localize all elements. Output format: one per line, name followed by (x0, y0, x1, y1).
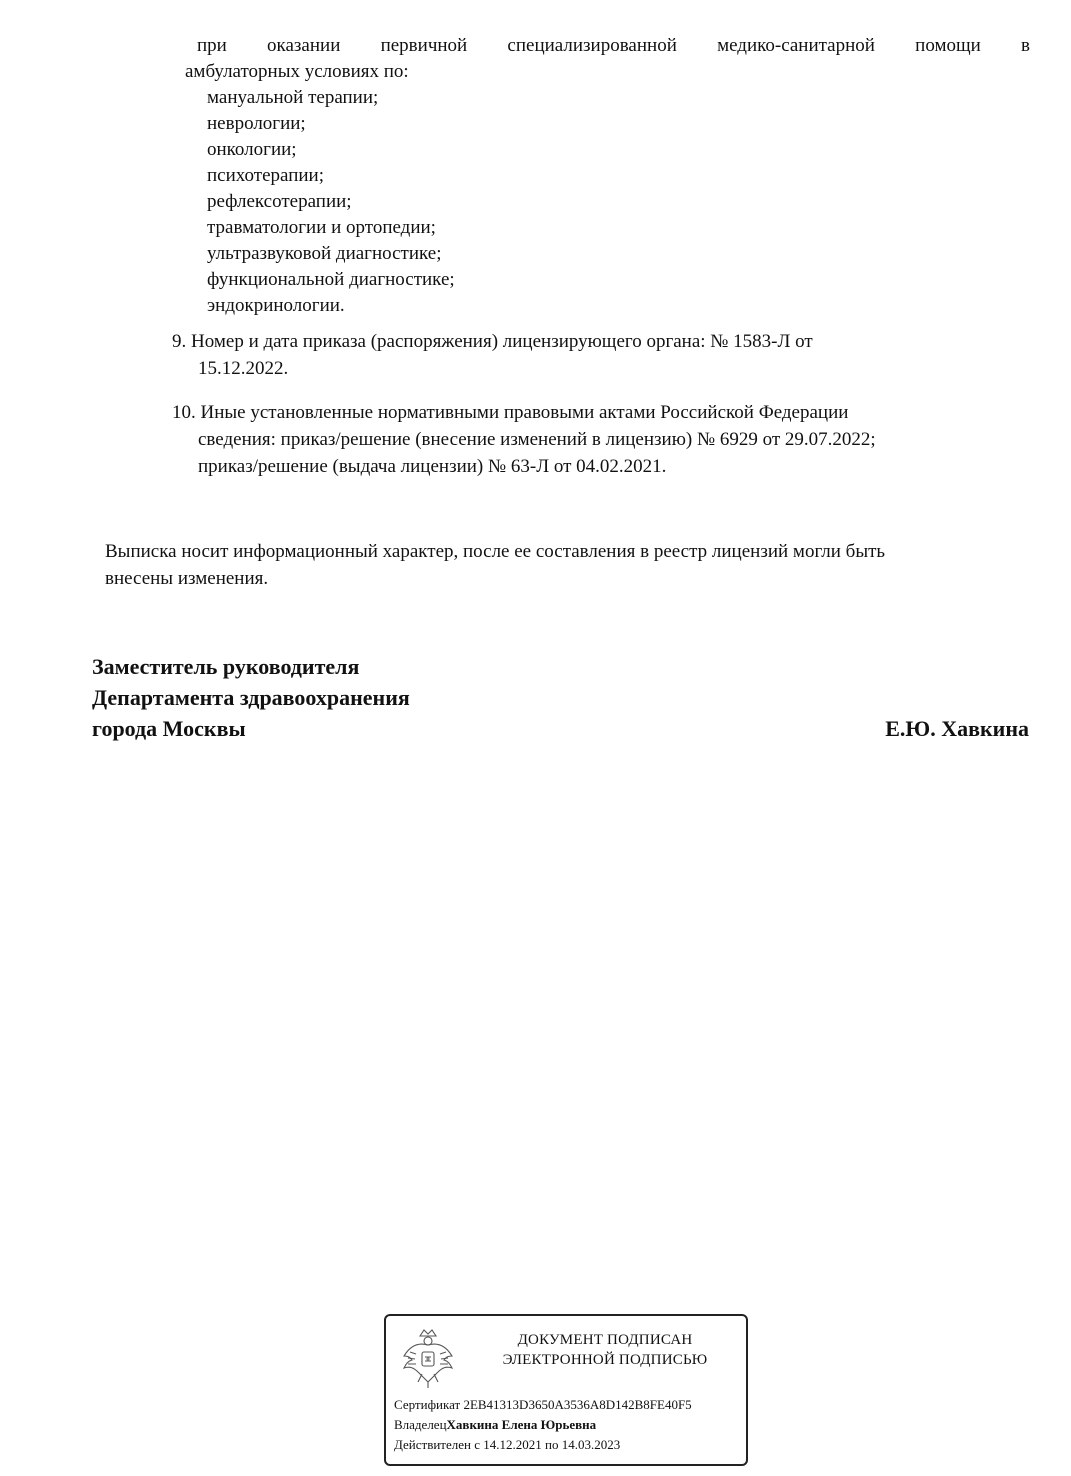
intro-word: помощи (915, 35, 981, 56)
signatory-title-1: Заместитель руководителя (92, 654, 360, 679)
owner-label: Владелец (394, 1417, 447, 1432)
list-item: ультразвуковой диагностике; (207, 243, 442, 264)
intro-word: в (1021, 35, 1030, 56)
stamp-certificate (394, 1396, 692, 1414)
stamp-header (470, 1330, 740, 1370)
signatory-title-2: Департамента здравоохранения (92, 685, 410, 710)
stamp-header-line-2: ЭЛЕКТРОННОЙ ПОДПИСЬЮ (502, 1352, 708, 1368)
electronic-signature-stamp (384, 1314, 748, 1466)
list-item: рефлексотерапии; (207, 191, 352, 212)
notice-line-1: Выписка носит информационный характер, после ее составления в реестр лицензий могли быть (105, 541, 886, 562)
list-item: травматологии и ортопедии; (207, 217, 436, 238)
owner-name: Хавкина Елена Юрьевна (446, 1417, 597, 1432)
stamp-validity: Действителен с 14.12.2021 по 14.03.2023 (394, 1437, 621, 1452)
item-9-line-1: 9. Номер и дата приказа (распоряжения) лицензирующего органа: № 1583-Л от (172, 331, 813, 352)
intro-word: при (197, 35, 227, 56)
stamp-owner (394, 1416, 596, 1434)
intro-word: оказании (267, 35, 341, 56)
intro-word: первичной (380, 35, 468, 56)
certificate-number: 2EB41313D3650A3536A8D142B8FE40F5 (463, 1397, 692, 1412)
intro-word: медико-санитарной (717, 35, 875, 56)
list-item: эндокринологии. (207, 295, 345, 316)
signatory-title-3: города Москвы (92, 716, 246, 741)
item-10-line-2: сведения: приказ/решение (внесение изменений в лицензию) № 6929 от 29.07.2022; (198, 429, 876, 450)
signatory-name: Е.Ю. Хавкина (885, 716, 1029, 741)
intro-line-1 (197, 33, 1030, 59)
specialties-list (207, 85, 455, 319)
item-10-line-1: 10. Иные установленные нормативными правовыми актами Российской Федерации (172, 402, 849, 423)
list-item: психотерапии; (207, 165, 324, 186)
certificate-label: Сертификат (394, 1397, 461, 1412)
list-item: неврологии; (207, 113, 306, 134)
intro-word: специализированной (507, 35, 677, 56)
list-item: функциональной диагностике; (207, 269, 455, 290)
list-item: мануальной терапии; (207, 87, 379, 108)
stamp-header-line-1: ДОКУМЕНТ ПОДПИСАН (517, 1332, 693, 1348)
list-item: онкологии; (207, 139, 297, 160)
russian-coat-of-arms-emblem-icon (396, 1326, 460, 1390)
notice-line-2: внесены изменения. (105, 568, 269, 589)
intro-line-2: амбулаторных условиях по: (185, 61, 409, 82)
item-9-line-2: 15.12.2022. (198, 358, 289, 379)
item-10-line-3: приказ/решение (выдача лицензии) № 63-Л от 04.02.2021. (198, 456, 667, 477)
